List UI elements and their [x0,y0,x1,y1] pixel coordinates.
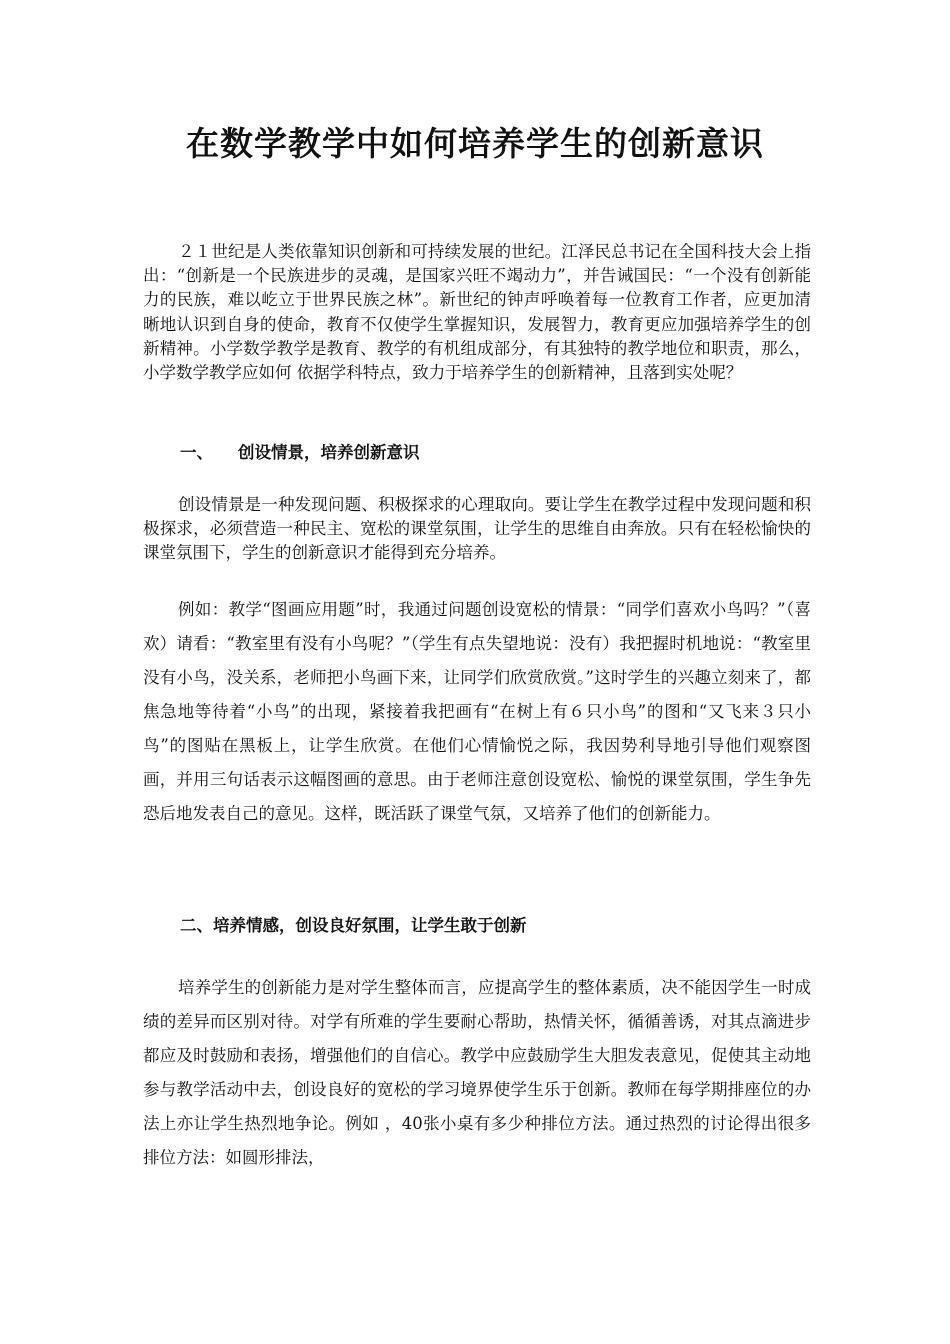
paragraph-intro: ２１世纪是人类依靠知识创新和可持续发展的世纪。江泽民总书记在全国科技大会上指出：“创新是一个民族进步的灵魂，是国家兴旺不竭动力”，并告诫国民：“一个没有创新能力的民族，难以屹立于世界民族之林”。新世纪的钟声呼唤着每一位教育工作者，应更加清晰地认识到自身的使命，教育不仅使学生掌握知识，发展智力，教育更应加强培养学生的创新精神。小学数学教学是教育、教学的有机组成部分，有其独特的教学地位和职责，那么，小学数学教学应如何 依据学科特点，致力于培养学生的创新精神，且落到实处呢？ [143,242,811,383]
section-title-1: 创设情景，培养创新意识 [238,443,420,462]
section-heading-2: 二、培养情感，创设良好氛围，让学生敢于创新 [180,916,527,935]
section-heading-1 [180,441,420,465]
document-title: 在数学教学中如何培养学生的创新意识 [186,124,764,163]
section-number-1: 一、 [180,443,213,462]
paragraph-emotion: 培养学生的创新能力是对学生整体而言，应提高学生的整体素质，决不能因学生一时成绩的差异而区别对待。对学有所难的学生要耐心帮助，热情关怀，循循善诱，对其点滴进步都应及时鼓励和表扬，增强他们的自信心。教学中应鼓励学生大胆发表意见，促使其主动地参与教学活动中去，创设良好的宽松的学习境界使学生乐于创新。教师在每学期排座位的办法上亦让学生热烈地争论。例如 ，40张小桌有多少种排位方法。通过热烈的讨论得出很多排位方法：如圆形排法， [143,978,811,1167]
paragraph-example: 例如：教学“图画应用题”时，我通过问题创设宽松的情景：“同学们喜欢小鸟吗？”（喜欢）请看：“教室里有没有小鸟呢？”（学生有点失望地说：没有）我把握时机地说：“教室里没有小鸟，没关系，老师把小鸟画下来，让同学们欣赏欣赏。”这时学生的兴趣立刻来了，都焦急地等待着“小鸟”的出现，紧接着我把画有“在树上有６只小鸟”的图和“又飞来３只小鸟”的图贴在黑板上，让学生欣赏。在他们心情愉悦之际，我因势利导地引导他们观察图画，并用三句话表示这幅图画的意思。由于老师注意创设宽松、愉悦的课堂氛围，学生争先恐后地发表自己的意见。这样，既活跃了课堂气氛，又培养了他们的创新能力。 [143,600,811,823]
paragraph-scenario: 创设情景是一种发现问题、积极探求的心理取向。要让学生在教学过程中发现问题和积极探求，必须营造一种民主、宽松的课堂氛围，让学生的思维自由奔放。只有在轻松愉快的课堂氛围下，学生的创新意识才能得到充分培养。 [143,495,811,563]
